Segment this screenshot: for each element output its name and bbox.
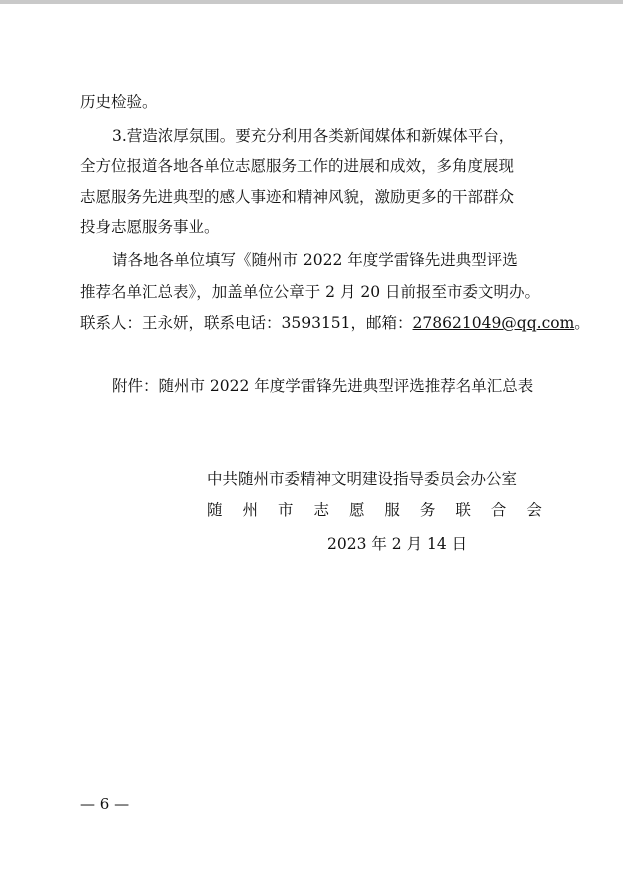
signature-char: 市 <box>277 501 294 519</box>
signature-char: 会 <box>526 501 542 519</box>
body-line: 投身志愿服务事业。 <box>80 218 220 236</box>
contact-line <box>80 313 590 333</box>
signature-char: 州 <box>242 501 258 519</box>
body-line: 志愿服务先进典型的感人事迹和精神风貌，激励更多的干部群众 <box>80 188 515 206</box>
body-line: 请各地各单位填写《随州市 2022 年度学雷锋先进典型评选 <box>112 251 518 269</box>
signature-date: 2023 年 2 月 14 日 <box>327 535 468 553</box>
signature-char: 愿 <box>348 501 365 519</box>
signature-char: 随 <box>207 501 223 519</box>
body-line: 全方位报道各地各单位志愿服务工作的进展和成效，多角度展现 <box>80 157 515 175</box>
email-link[interactable]: 278621049@qq.com <box>412 314 575 332</box>
contact-text: 联系人：王永妍，联系电话：3593151，邮箱： <box>80 314 413 332</box>
body-line: 推荐名单汇总表》，加盖单位公章于 2 月 20 日前报至市委文明办。 <box>80 283 541 301</box>
signature-char: 联 <box>455 501 471 519</box>
signature-char: 服 <box>384 501 400 519</box>
signature-char: 务 <box>419 501 436 519</box>
signature-org-1: 中共随州市委精神文明建设指导委员会办公室 <box>207 470 518 488</box>
body-line: 3.营造浓厚氛围。要充分利用各类新闻媒体和新媒体平台， <box>112 127 515 145</box>
signature-org-2 <box>207 498 542 520</box>
attachment-line: 附件：随州市 2022 年度学雷锋先进典型评选推荐名单汇总表 <box>112 377 534 395</box>
contact-suffix: 。 <box>574 314 590 332</box>
body-line: 历史检验。 <box>80 93 158 111</box>
page-number: — 6 — <box>80 795 130 813</box>
signature-char: 志 <box>313 501 329 519</box>
signature-char: 合 <box>490 501 507 519</box>
